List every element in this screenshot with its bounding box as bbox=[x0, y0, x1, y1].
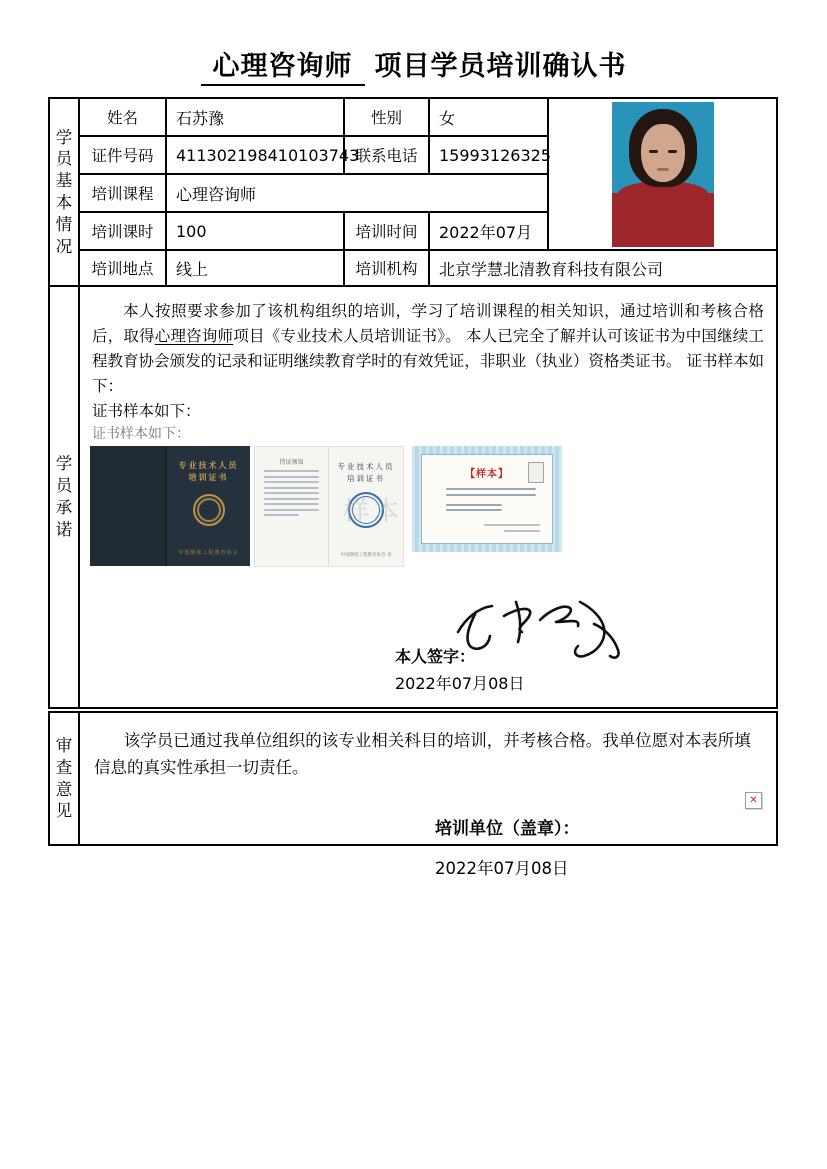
photo-mouth bbox=[657, 168, 669, 171]
id-number-label: 证件号码 bbox=[79, 136, 166, 174]
training-unit-seal-label: 培训单位（盖章）： bbox=[435, 819, 580, 839]
commitment-vertical-label: 学员承诺 bbox=[55, 454, 73, 539]
certificate-cover-image bbox=[90, 446, 250, 566]
name-label: 姓名 bbox=[79, 98, 166, 136]
certificate-back-cover bbox=[90, 446, 167, 566]
certificate-front-cover bbox=[167, 446, 250, 566]
section-commitment bbox=[49, 286, 79, 708]
section-review bbox=[49, 712, 79, 845]
commitment-course-underlined: 心理咨询师 bbox=[154, 327, 234, 345]
review-date: 2022年07月08日 bbox=[435, 859, 569, 878]
org-value: 北京学慧北清教育科技有限公司 bbox=[429, 250, 777, 286]
inner-footer: 中国继续工程教育协会 章 bbox=[340, 553, 392, 558]
course-label: 培训课程 bbox=[79, 174, 166, 212]
id-number-value: 411302198410103743 bbox=[166, 136, 344, 174]
review-content-cell bbox=[79, 712, 777, 845]
broken-image-icon: ✕ bbox=[745, 792, 762, 809]
commitment-date: 2022年07月08日 bbox=[395, 674, 525, 693]
review-table bbox=[48, 711, 778, 846]
commitment-content-cell bbox=[79, 286, 777, 708]
certificate-sample-caption: 证书样本如下： bbox=[92, 402, 201, 420]
hours-value: 100 bbox=[166, 212, 344, 250]
certificate-samples-strip bbox=[90, 446, 562, 567]
page-title bbox=[0, 44, 827, 83]
certificate-left-page bbox=[255, 447, 329, 566]
cover-footer: 中国继续工程教育协会 bbox=[178, 550, 239, 556]
inner-title: 专业技术人员 培训证书 bbox=[337, 462, 395, 483]
location-label: 培训地点 bbox=[79, 250, 166, 286]
org-label: 培训机构 bbox=[344, 250, 429, 286]
name-value: 石苏豫 bbox=[166, 98, 344, 136]
clipped-text-artifact: 证书样本如下： bbox=[92, 426, 190, 442]
sample-text-lines bbox=[444, 488, 538, 511]
photo-eye-right bbox=[668, 150, 677, 153]
review-paragraph: 该学员已通过我单位组织的该专业相关科目的培训，并考核合格。我单位愿对本表所填信息的真实性承担一切责任。 bbox=[94, 731, 751, 777]
gender-label: 性别 bbox=[344, 98, 429, 136]
sample-photo-box bbox=[528, 462, 544, 483]
commitment-text-post: 项目《专业技术人员培训证书》。 本人已完全了解并认可该证书为中国继续工程教育协会颁发的记录和证明继续教育学时的有效凭证，非职业（执业）资格类证书。 证书样本如下： bbox=[92, 327, 764, 395]
title-suffix: 项目学员培训确认书 bbox=[374, 51, 627, 82]
commitment-text-pre: 本人按照要求参加了该机构组织的培训，学习了培训课程的相关知识，通过培训和考核合格后，取得 bbox=[92, 302, 764, 345]
section-basic-info bbox=[49, 98, 79, 286]
time-label: 培训时间 bbox=[344, 212, 429, 250]
hours-label: 培训课时 bbox=[79, 212, 166, 250]
gold-seal-icon bbox=[193, 494, 225, 526]
photo-cell bbox=[548, 98, 777, 250]
time-value: 2022年07月 bbox=[429, 212, 548, 250]
phone-value: 15993126325 bbox=[429, 136, 548, 174]
sample-footer-lines bbox=[482, 521, 542, 536]
sample-tag: 【样本】 bbox=[465, 469, 509, 480]
cover-title: 专业技术人员 培训证书 bbox=[178, 461, 239, 482]
id-photo bbox=[612, 102, 714, 247]
photo-eye-left bbox=[649, 150, 658, 153]
certificate-right-page bbox=[329, 447, 403, 566]
certificate-inner-pages-image bbox=[254, 446, 404, 567]
signature-label: 本人签字： bbox=[395, 647, 476, 666]
holder-notice-heading: 持证须知 bbox=[279, 459, 304, 466]
review-vertical-label: 审查意见 bbox=[55, 735, 73, 821]
title-course-name: 心理咨询师 bbox=[201, 51, 365, 86]
gender-value: 女 bbox=[429, 98, 548, 136]
phone-label: 联系电话 bbox=[344, 136, 429, 174]
sample-page-inner bbox=[421, 454, 553, 544]
blue-seal-icon bbox=[348, 492, 384, 528]
sample-watermark: 样本 bbox=[343, 497, 404, 527]
signature-handwriting bbox=[452, 594, 632, 672]
photo-face bbox=[641, 124, 685, 182]
certificate-sample-page-image bbox=[412, 446, 562, 552]
location-value: 线上 bbox=[166, 250, 344, 286]
course-value: 心理咨询师 bbox=[166, 174, 548, 212]
commitment-paragraph bbox=[92, 299, 764, 399]
main-form-table bbox=[48, 97, 778, 709]
basic-info-vertical-label: 学员基本情况 bbox=[55, 127, 73, 256]
